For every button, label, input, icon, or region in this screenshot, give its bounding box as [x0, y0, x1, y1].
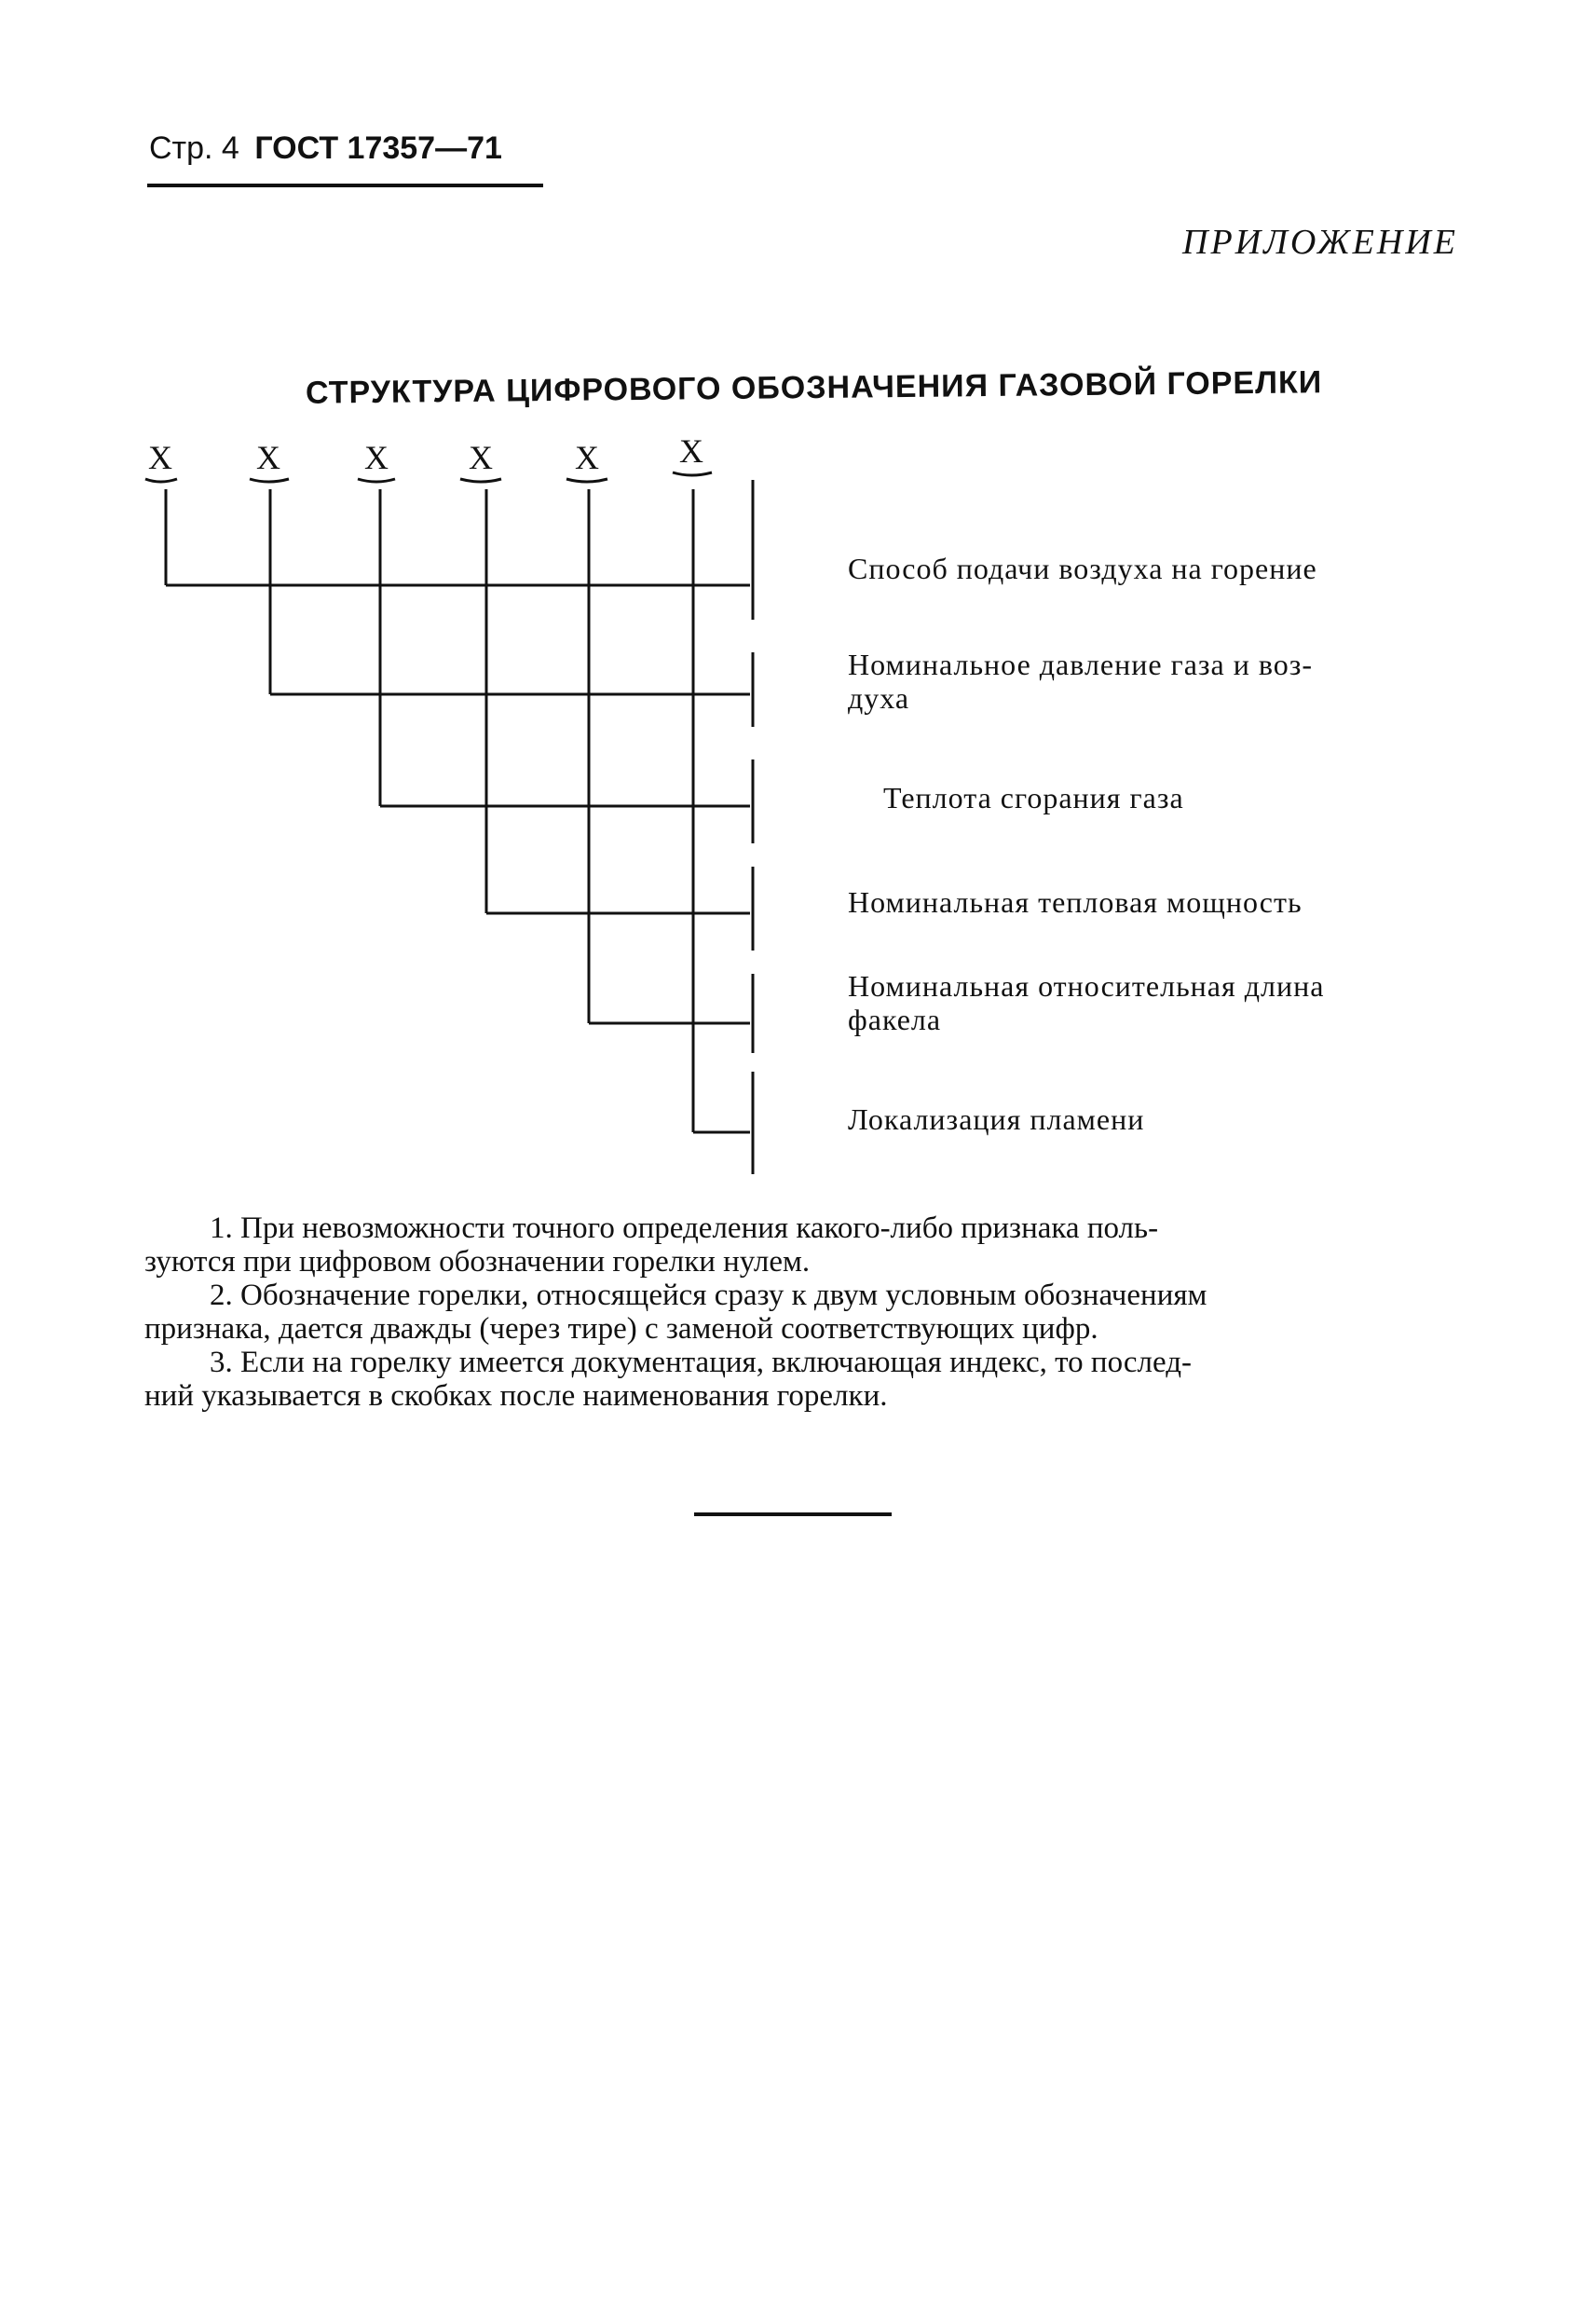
digit-1: X [148, 439, 172, 476]
label-gas-heat: Теплота сгорания газа [883, 781, 1184, 814]
digit-2-underline [250, 479, 289, 482]
digit-3-underline [358, 479, 395, 482]
appendix-label: ПРИЛОЖЕНИЕ [1182, 223, 1458, 262]
end-rule [694, 1512, 892, 1516]
label-air-supply: Способ подачи воздуха на горение [848, 552, 1317, 585]
page-number: Стр. 4 [149, 130, 239, 166]
note-3: 3. Если на горелку имеется документация, включающая индекс, то послед- ний указывается в скобках после наименования горелки. [144, 1346, 1193, 1413]
diagram-title: СТРУКТУРА ЦИФРОВОГО ОБОЗНАЧЕНИЯ ГАЗОВОЙ ГОРЕЛКИ [305, 364, 1323, 411]
digit-4-underline [460, 479, 501, 482]
standard-number: ГОСТ 17357—71 [254, 130, 502, 166]
label-flame-localization: Локализация пламени [848, 1102, 1145, 1136]
digit-6: X [679, 432, 703, 470]
digit-4: X [469, 439, 493, 476]
label-flame-length: Номинальная относительная длина факела [848, 969, 1325, 1036]
digit-6-underline [673, 472, 712, 475]
note-1: 1. При невозможности точного определения какого-либо признака поль- зуются при цифровом обозначении горелки нулем. [144, 1211, 1159, 1279]
note-2: 2. Обозначение горелки, относящейся сразу к двум условным обозначениям признака, дается дважды (через тире) с заменой соответствующих цифр. [144, 1279, 1207, 1346]
digit-2: X [256, 439, 280, 476]
digit-5-underline [566, 479, 607, 482]
notes [144, 1211, 1449, 1413]
label-nominal-pressure: Номинальное давление газа и воз- духа [848, 648, 1314, 715]
digit-5: X [575, 439, 599, 476]
digit-1-underline [145, 479, 177, 482]
digit-3: X [364, 439, 389, 476]
label-thermal-power: Номинальная тепловая мощность [848, 885, 1303, 919]
